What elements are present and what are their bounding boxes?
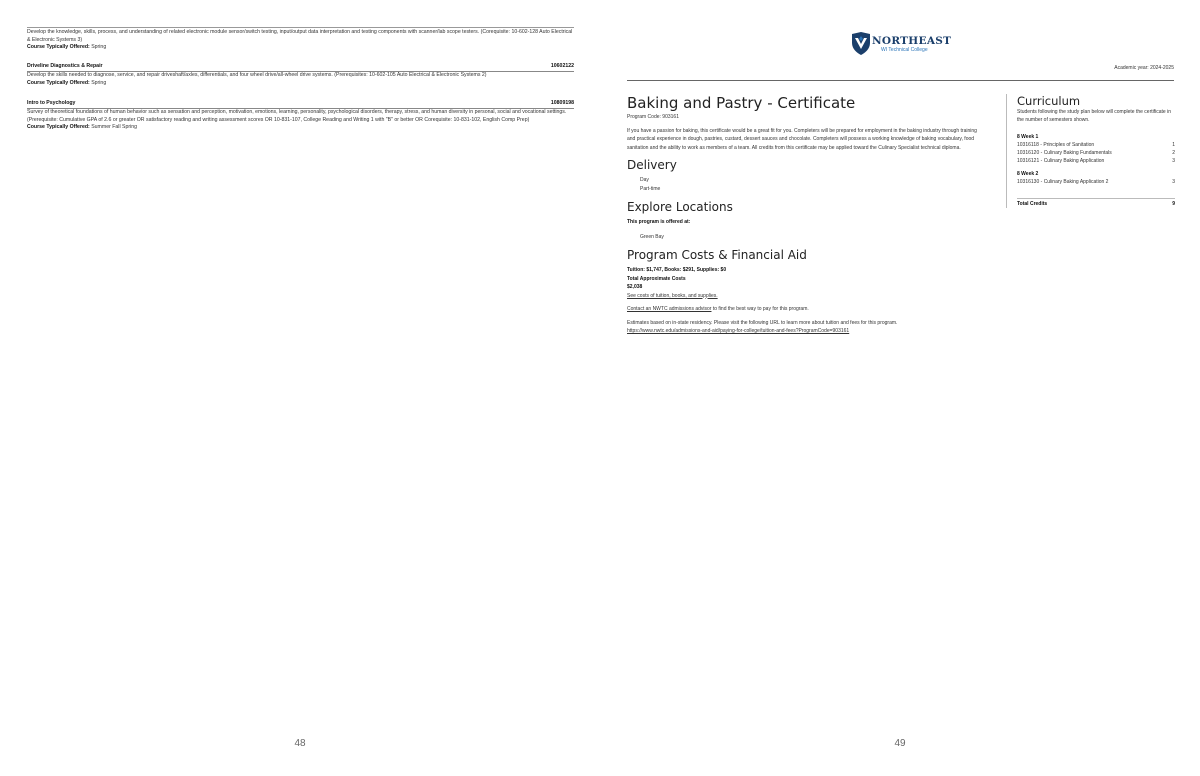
shield-icon — [851, 32, 871, 56]
curriculum-course-row: 10316120 - Culinary Baking Fundamentals 2 — [1017, 150, 1175, 156]
total-credits-row — [1017, 198, 1175, 208]
course-offered: Course Typically Offered: Spring — [27, 79, 107, 86]
contact-advisor-link[interactable]: Contact an NWTC admissions advisor — [627, 306, 712, 312]
see-costs-link[interactable]: See costs of tuition, books, and supplies. — [627, 292, 718, 299]
curriculum-intro: Students following the study plan below will complete the certificate in the number of semesters shown. — [1017, 109, 1171, 123]
program-description: If you have a passion for baking, this certificate would be a great fit for you. Completers will be prepared for employment in the baking industry through training and practical experience in dough, pastries, custard, dessert sauces and chocolate. Completers will possess a working knowledge of baking vocabulary, food sanitation and the ability to work as members of a team. All credits from this certificate may be applied toward the Culinary Specialist technical diploma. — [627, 127, 977, 151]
locations-intro: This program is offered at: — [627, 219, 691, 225]
course-offered: Course Typically Offered: Spring — [27, 44, 107, 51]
term-name: 8 Week 2 — [1017, 171, 1039, 177]
tuition-url-link[interactable]: https://www.nwtc.edu/admissions-and-aid/paying-for-college/tuition-and-fees?ProgramCode=903161 — [627, 328, 850, 334]
course-offered: Course Typically Offered: Summer Fall Spring — [27, 124, 138, 131]
course-title: Driveline Diagnostics & Repair — [27, 63, 103, 69]
location-item: Green Bay — [640, 233, 664, 240]
course-code: 10809198 — [550, 100, 574, 106]
estimates-note: Estimates based on in-state residency. Please visit the following URL to learn more about tuition and fees for this program. — [627, 319, 898, 326]
course-entry — [27, 63, 574, 87]
curriculum-course-row: 10316130 - Culinary Baking Application 2 3 — [1017, 179, 1175, 185]
logo-name: NORTHEAST — [872, 35, 952, 47]
academic-year: Academic year: 2024-2025 — [1114, 65, 1174, 71]
term-name: 8 Week 1 — [1017, 134, 1039, 140]
course-code: 10602122 — [550, 63, 574, 69]
program-main — [627, 94, 982, 336]
total-credits-label: Total Credits — [1017, 201, 1048, 207]
curriculum-course-row: 10316118 - Principles of Sanitation 1 — [1017, 142, 1175, 148]
curriculum-course-row: 10316121 - Culinary Baking Application 3 — [1017, 158, 1175, 164]
delivery-option: Part-time — [640, 185, 661, 192]
total-credits-value: 9 — [1172, 201, 1175, 207]
college-logo — [851, 32, 961, 56]
costs-heading: Program Costs & Financial Aid — [627, 248, 807, 262]
locations-heading: Explore Locations — [627, 200, 733, 214]
curriculum-term — [1017, 133, 1175, 165]
cost-breakdown: Tuition: $1,747, Books: $291, Supplies: $0 — [627, 267, 727, 273]
logo-subtitle: WI Technical College — [881, 47, 928, 53]
total-cost-value: $2,038 — [627, 284, 643, 290]
course-header — [27, 63, 574, 72]
curriculum-panel — [1006, 94, 1175, 208]
program-code: Program Code: 903161 — [627, 114, 679, 120]
delivery-heading: Delivery — [627, 158, 677, 172]
course-description: Develop the skills needed to diagnose, service, and repair driveshaft/axles, differentials, and four wheel drive/all-wheel drive systems. (Prerequisites: 10-602-105 Auto Electrical & Electronic Systems 2) — [27, 72, 487, 79]
course-title: Intro to Psychology — [27, 100, 76, 106]
right-page — [600, 0, 1200, 776]
program-title: Baking and Pastry - Certificate — [627, 94, 856, 112]
page-number: 49 — [894, 738, 906, 749]
course-header — [27, 100, 574, 109]
curriculum-heading: Curriculum — [1017, 94, 1081, 108]
curriculum-term — [1017, 170, 1175, 186]
total-cost-label: Total Approximate Costs — [627, 275, 686, 282]
course-entry — [27, 27, 574, 52]
page-number: 48 — [294, 738, 306, 749]
delivery-option: Day — [640, 177, 649, 183]
course-description: Survey of theoretical foundations of human behavior such as sensation and perception, motivation, emotions, learning, personality, psychological disorders, therapy, stress, and human diversity in personal, social and vocational settings. (Prerequisite: Cumulative GPA of 2.6 or greater OR satisfactory reading and writing assessment scores OR 10-831-107, College Reading and Writing 1 with "B" or better OR Corequisite: 10-831-102, English Comp Prep) — [27, 109, 567, 123]
course-entry — [27, 100, 574, 132]
header-divider — [627, 80, 1174, 81]
contact-advisor-text: Contact an NWTC admissions advisor to find the best way to pay for this program. — [627, 306, 809, 312]
course-description: Develop the knowledge, skills, process, and understanding of related electronic module sensor/switch testing, input/output data interpretation and testing components with scanner/lab scope testers. (Corequisite: 10-602-128 Auto Electrical & Electronic Systems 3) — [27, 29, 573, 43]
